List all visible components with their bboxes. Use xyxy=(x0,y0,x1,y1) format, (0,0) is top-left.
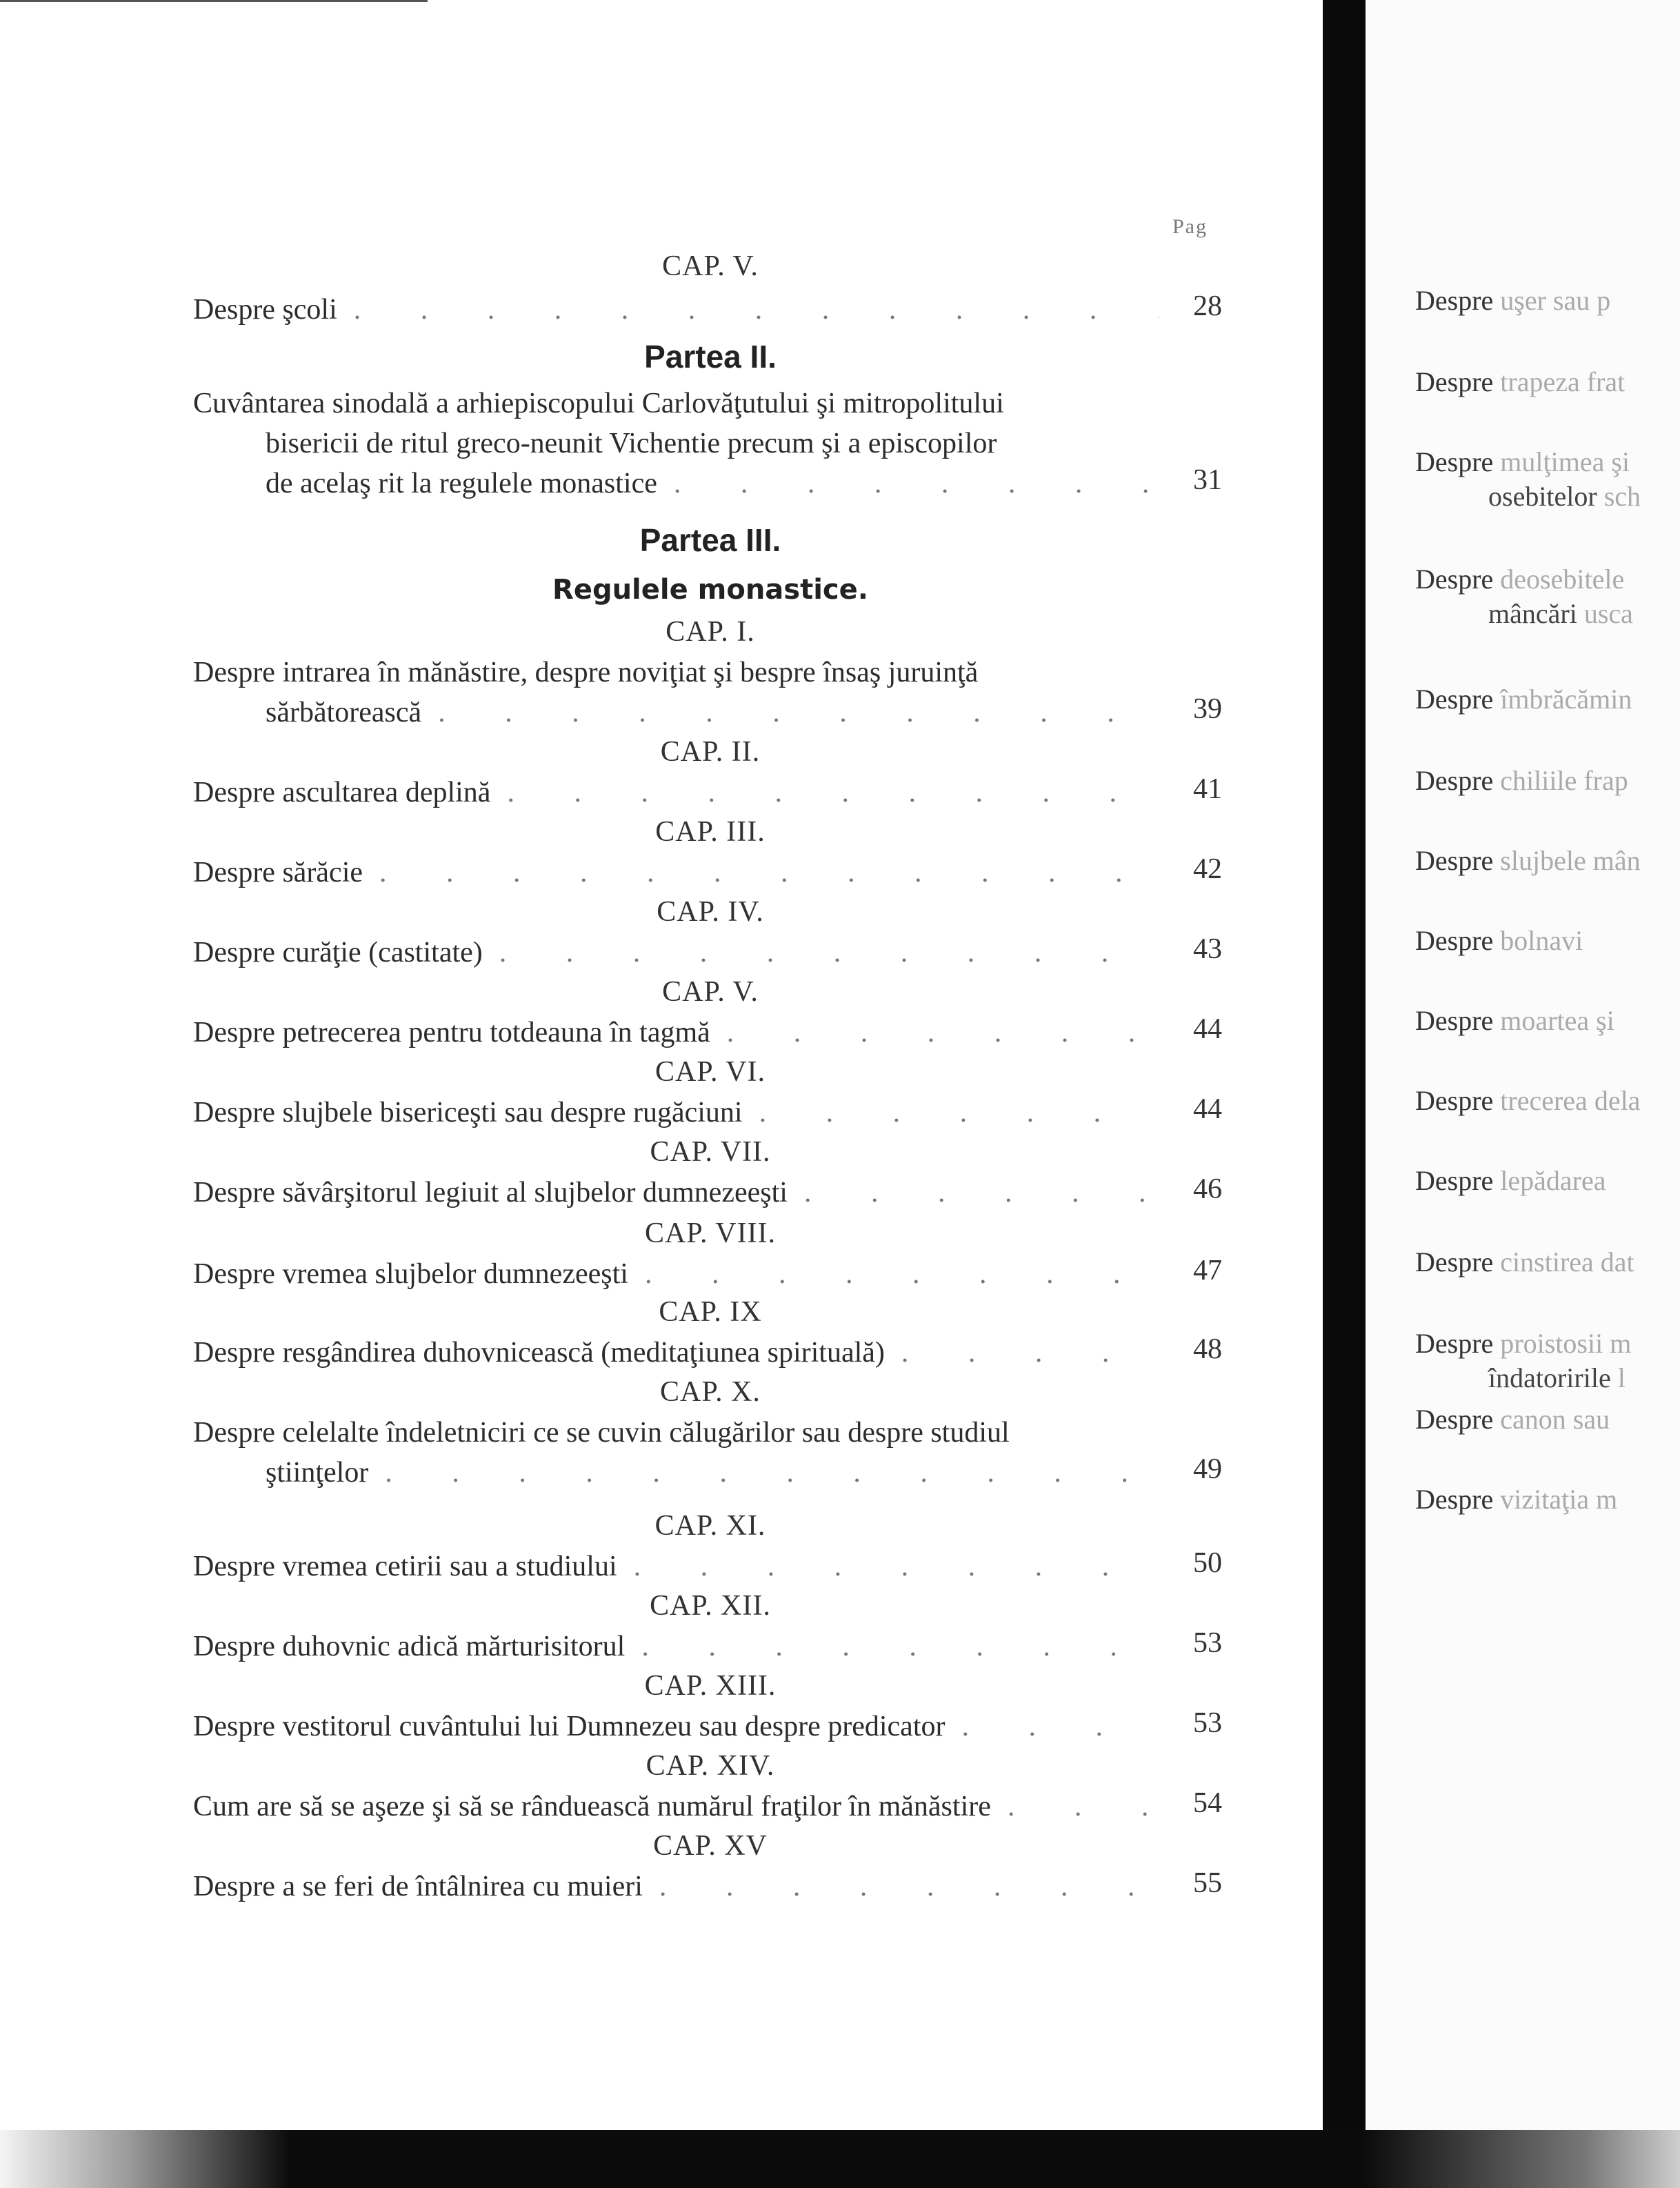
right-entry-word: lepădarea xyxy=(1500,1165,1606,1196)
scan-edge-left xyxy=(0,2130,290,2188)
page-number: 53 xyxy=(1193,1707,1222,1739)
right-page-entry xyxy=(1415,1164,1606,1197)
part-heading: Partea II. xyxy=(644,339,777,375)
right-entry-word: deosebitele xyxy=(1500,564,1625,595)
page-number: 47 xyxy=(1193,1255,1222,1286)
right-entry-word: trecerea xyxy=(1500,1085,1588,1116)
leader-dots xyxy=(483,933,1159,973)
right-page-entry xyxy=(1415,1483,1617,1515)
cap-heading: CAP. V. xyxy=(662,976,759,1008)
right-entry-word: Despre xyxy=(1415,684,1494,715)
entry-text: Despre vremea slujbelor dumnezeeşti xyxy=(193,1258,628,1290)
right-page-entry xyxy=(1415,1327,1631,1360)
right-entry-word: Despre xyxy=(1415,366,1494,397)
toc-entry xyxy=(193,653,1145,733)
toc-entry xyxy=(193,853,1145,893)
right-entry-word: vizitaţia xyxy=(1500,1484,1590,1515)
entry-text-line2: bisericii de ritul greco-neunit Vichentie precum şi a episcopilor xyxy=(266,428,997,459)
toc-entry xyxy=(193,1333,1145,1373)
leader-dots xyxy=(643,1867,1159,1907)
section-subtitle: Regulele monastice. xyxy=(552,574,868,606)
entry-text: Despre slujbele bisericeşti sau despre rugăciuni xyxy=(193,1097,743,1128)
page-number: 49 xyxy=(1193,1453,1222,1485)
leader-dots xyxy=(743,1093,1159,1133)
right-entry-word: Despre xyxy=(1415,446,1494,477)
toc-entry xyxy=(193,1413,1145,1493)
right-entry-word: Despre xyxy=(1415,1246,1494,1277)
page-number: 46 xyxy=(1193,1173,1222,1205)
entry-text-line2: ştiinţelor xyxy=(266,1457,369,1489)
entry-text: Despre duhovnic adică mărturisitorul xyxy=(193,1631,626,1662)
cap-heading: CAP. II. xyxy=(660,736,761,768)
entry-text: Despre vremea cetirii sau a studiului xyxy=(193,1551,617,1582)
toc-entry xyxy=(193,933,1145,973)
toc-entry xyxy=(193,1173,1145,1213)
toc-entry xyxy=(193,1546,1145,1587)
leader-dots xyxy=(991,1787,1159,1827)
right-entry-word: Despre xyxy=(1415,285,1494,316)
entry-text: Despre şcoli xyxy=(193,294,337,326)
right-entry-word: frat xyxy=(1586,366,1626,397)
page-number: 50 xyxy=(1193,1547,1222,1579)
right-entry-word: Despre xyxy=(1415,1404,1494,1435)
entry-text: Despre curăţie (castitate) xyxy=(193,937,483,968)
right-entry-word: frap xyxy=(1583,765,1628,796)
right-entry-word: mâncări xyxy=(1488,598,1577,629)
right-page-entry xyxy=(1415,284,1610,317)
book-gutter xyxy=(1323,0,1366,2188)
entry-text-line3: de acelaş rit la regulele monastice xyxy=(266,468,657,499)
cap-heading: CAP. XV xyxy=(653,1830,768,1862)
cap-heading: CAP. XIV. xyxy=(646,1750,775,1782)
page-number: 28 xyxy=(1193,290,1222,322)
right-entry-word: cinstirea xyxy=(1500,1246,1594,1277)
leader-dots xyxy=(490,773,1159,813)
right-page-entry xyxy=(1415,366,1625,398)
top-rule xyxy=(0,0,428,2)
cap-heading: CAP. X. xyxy=(660,1376,761,1408)
leader-dots xyxy=(788,1173,1159,1213)
right-entry-word: trapeza xyxy=(1500,366,1580,397)
right-page-entry-line2 xyxy=(1488,1362,1626,1394)
cap-heading: CAP. VI. xyxy=(654,1056,766,1088)
page-number: 39 xyxy=(1193,693,1222,725)
cap-heading: CAP. I. xyxy=(666,616,755,648)
page-number: 53 xyxy=(1193,1627,1222,1659)
entry-text-line2: sărbătorească xyxy=(266,697,422,728)
right-entry-word: îmbrăcămin xyxy=(1500,684,1632,715)
cap-heading: CAP. XIII. xyxy=(644,1670,777,1702)
leader-dots xyxy=(368,1453,1159,1493)
toc-entry-scoli xyxy=(193,290,1145,330)
cap-heading: CAP. VIII. xyxy=(644,1217,777,1249)
right-entry-word: şi xyxy=(1596,1005,1614,1036)
entry-text-line1: Cuvântarea sinodală a arhiepiscopului Carlovăţutului şi mitropolitului xyxy=(193,388,1004,419)
leader-dots xyxy=(617,1546,1159,1587)
right-page xyxy=(1366,0,1680,2188)
right-entry-word: Despre xyxy=(1415,1165,1494,1196)
entry-text: Despre resgândirea duhovnicească (meditaţiunea spirituală) xyxy=(193,1337,885,1369)
leader-dots xyxy=(710,1013,1159,1053)
pag-label: Pag xyxy=(1172,215,1208,238)
right-entry-word: Despre xyxy=(1415,845,1494,876)
right-entry-word: osebitelor xyxy=(1488,481,1597,512)
right-entry-word: sau xyxy=(1572,1404,1610,1435)
right-page-entry-line2 xyxy=(1488,480,1641,513)
part-heading: Partea III. xyxy=(639,522,781,558)
entry-text: Despre petrecerea pentru totdeauna în tagmă xyxy=(193,1017,710,1048)
right-page-entry xyxy=(1415,446,1630,478)
right-entry-word: usca xyxy=(1583,598,1633,629)
cap-heading: CAP. IV. xyxy=(657,896,764,928)
right-entry-word: îndatoririle xyxy=(1488,1362,1611,1393)
leader-dots xyxy=(885,1333,1159,1373)
toc-entry-cuvantarea xyxy=(193,384,1145,504)
right-entry-word: m xyxy=(1610,1328,1632,1359)
toc-entry xyxy=(193,1627,1145,1667)
right-entry-word: slujbele xyxy=(1500,845,1586,876)
right-page-entry xyxy=(1415,1403,1610,1435)
entry-text: Despre ascultarea deplină xyxy=(193,777,491,808)
right-entry-word: moartea xyxy=(1500,1005,1590,1036)
cap-heading: CAP. IX xyxy=(659,1296,762,1328)
leader-dots xyxy=(363,853,1159,893)
leader-dots xyxy=(657,464,1159,504)
cap-heading: CAP. XI. xyxy=(654,1510,766,1542)
scan-edge xyxy=(0,2130,1680,2188)
toc-entry xyxy=(193,1013,1145,1053)
right-page-entry xyxy=(1415,1084,1640,1117)
entry-text: Despre a se feri de întâlnirea cu muieri xyxy=(193,1871,643,1902)
toc-entry xyxy=(193,1867,1145,1907)
right-entry-word: m xyxy=(1596,1484,1618,1515)
right-entry-word: mân xyxy=(1592,845,1641,876)
right-entry-word: uşer xyxy=(1500,285,1546,316)
right-page-entry xyxy=(1415,683,1632,715)
leader-dots xyxy=(945,1707,1159,1747)
entry-text: Cum are să se aşeze şi să se rânduească numărul fraţilor în mănăstire xyxy=(193,1791,991,1822)
right-entry-word: dat xyxy=(1600,1246,1634,1277)
page-number: 55 xyxy=(1193,1867,1222,1899)
right-entry-word: Despre xyxy=(1415,1328,1494,1359)
right-page-entry xyxy=(1415,764,1628,797)
right-entry-word: Despre xyxy=(1415,1005,1494,1036)
right-entry-word: bolnavi xyxy=(1500,925,1583,956)
right-page-entry xyxy=(1415,563,1624,595)
right-entry-word: Despre xyxy=(1415,1484,1494,1515)
toc-entry xyxy=(193,1093,1145,1133)
right-entry-word: chiliile xyxy=(1500,765,1577,796)
page-number: 43 xyxy=(1193,933,1222,965)
cap-heading: CAP. III. xyxy=(655,816,766,848)
right-entry-word: sau p xyxy=(1552,285,1611,316)
page-number: 41 xyxy=(1193,773,1222,805)
right-entry-word: Despre xyxy=(1415,925,1494,956)
right-entry-word: Despre xyxy=(1415,1085,1494,1116)
right-entry-word: Despre xyxy=(1415,564,1494,595)
leader-dots xyxy=(625,1627,1159,1667)
leader-dots xyxy=(421,693,1159,733)
right-entry-word: Despre xyxy=(1415,765,1494,796)
entry-text: Despre săvârşitorul legiuit al slujbelor dumnezeeşti xyxy=(193,1177,788,1209)
page-number: 31 xyxy=(1193,464,1222,496)
right-page-entry xyxy=(1415,1246,1634,1278)
right-entry-word: proistosii xyxy=(1500,1328,1603,1359)
entry-text: Despre sărăcie xyxy=(193,857,363,888)
right-entry-word: şi xyxy=(1611,446,1630,477)
page-number: 44 xyxy=(1193,1013,1222,1045)
cap-heading: CAP. XII. xyxy=(650,1590,771,1622)
leader-dots xyxy=(628,1254,1159,1294)
right-entry-word: dela xyxy=(1594,1085,1641,1116)
toc-entry xyxy=(193,1254,1145,1294)
scan-edge-right xyxy=(1363,2130,1680,2188)
right-page-entry xyxy=(1415,1004,1614,1037)
right-page-entry-line2 xyxy=(1488,597,1633,630)
right-entry-word: canon xyxy=(1500,1404,1566,1435)
leader-dots xyxy=(337,290,1159,330)
entry-text: Despre vestitorul cuvântului lui Dumnezeu sau despre predicator xyxy=(193,1711,946,1742)
page-number: 48 xyxy=(1193,1333,1222,1365)
page-number: 44 xyxy=(1193,1093,1222,1125)
page-number: 54 xyxy=(1193,1787,1222,1819)
page-number: 42 xyxy=(1193,853,1222,885)
toc-entry xyxy=(193,773,1145,813)
right-entry-word: mulţimea xyxy=(1500,446,1605,477)
cap-heading: CAP. VII. xyxy=(650,1136,771,1168)
entry-text-line1: Despre intrarea în mănăstire, despre noviţiat şi bespre însaş juruinţă xyxy=(193,657,979,688)
right-page-entry xyxy=(1415,924,1583,957)
right-page-entry xyxy=(1415,844,1641,877)
right-entry-word: sch xyxy=(1603,481,1641,512)
cap-heading: CAP. V. xyxy=(662,250,759,282)
toc-entry xyxy=(193,1707,1145,1747)
right-entry-word: l xyxy=(1617,1362,1626,1393)
toc-entry xyxy=(193,1787,1145,1827)
entry-text-line1: Despre celelalte îndeletniciri ce se cuvin călugărilor sau despre studiul xyxy=(193,1417,1010,1449)
